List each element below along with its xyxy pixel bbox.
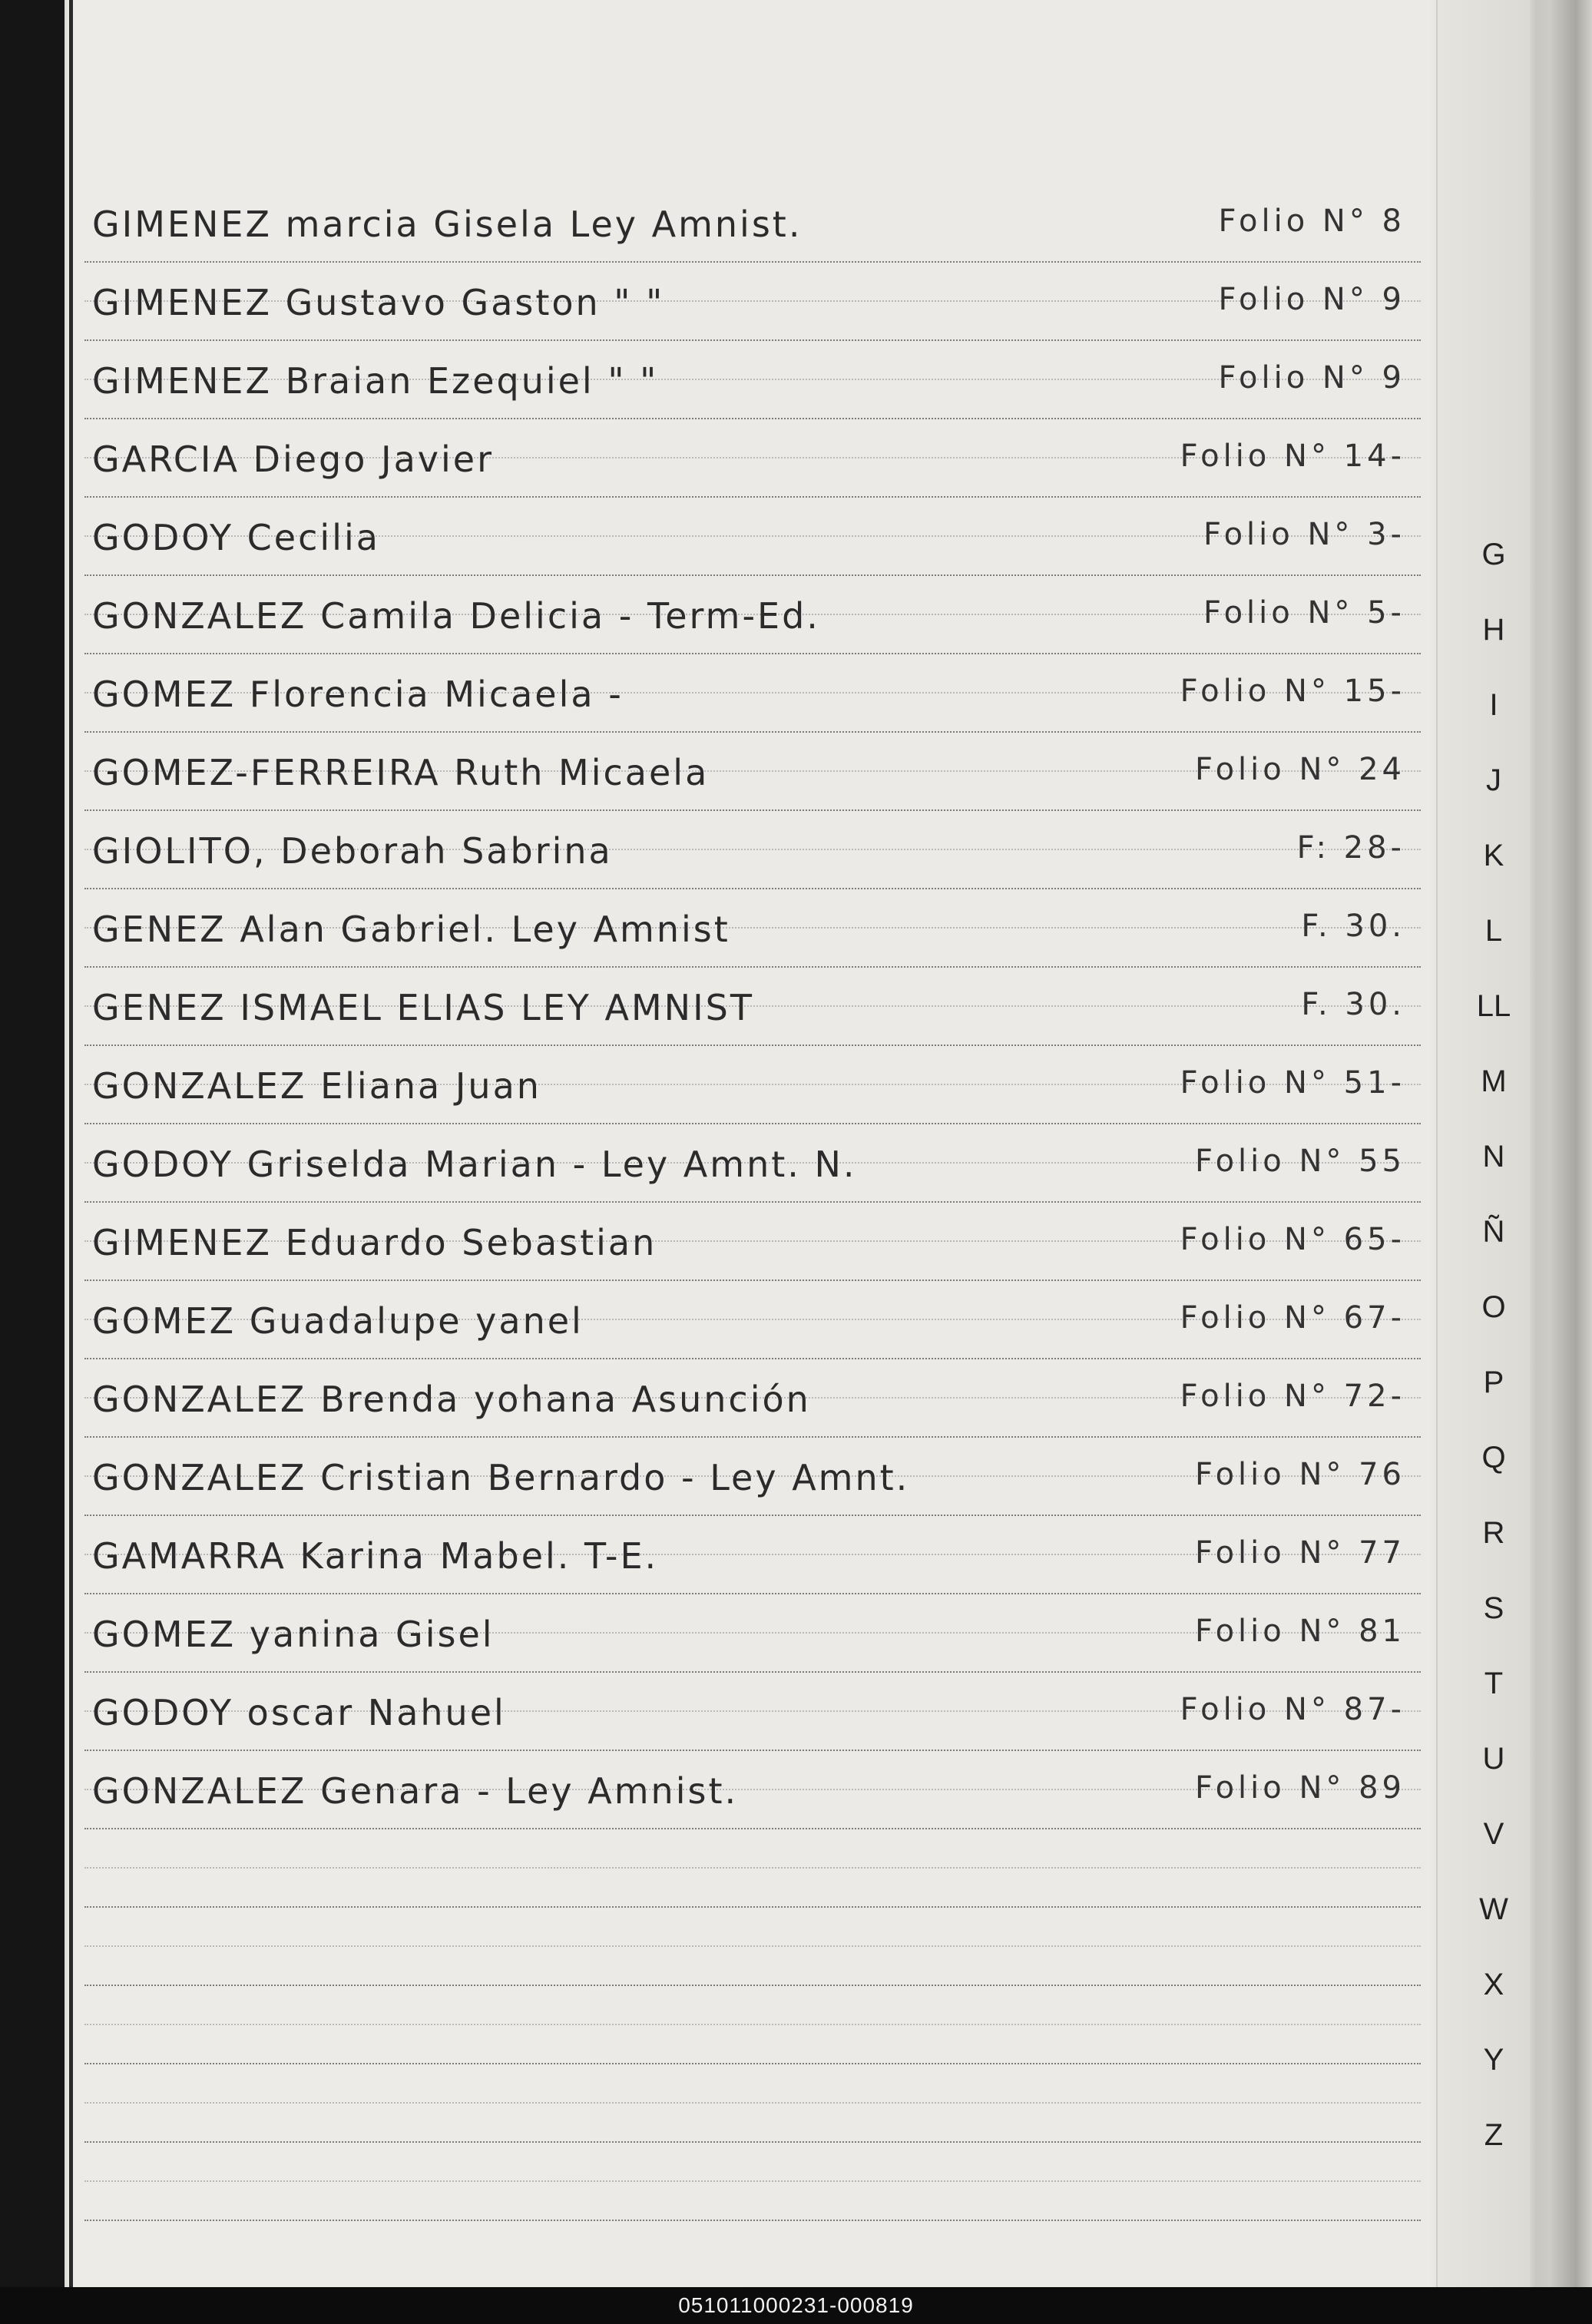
- ledger-entry: [92, 1684, 1413, 1746]
- ruled-line: [84, 261, 1421, 263]
- index-tab-n[interactable]: N: [1482, 1140, 1505, 1174]
- ledger-entry: [92, 823, 1413, 884]
- ruled-line: [84, 1280, 1421, 1281]
- index-tab-m[interactable]: M: [1481, 1064, 1507, 1098]
- ruled-line: [84, 1201, 1421, 1203]
- document-code: 051011000231-000819: [678, 2293, 914, 2317]
- index-tab-ll[interactable]: LL: [1476, 989, 1511, 1023]
- ledger-entry: [92, 1371, 1413, 1432]
- index-tab-ñ[interactable]: Ñ: [1482, 1215, 1505, 1249]
- entry-name: GENEZ Alan Gabriel. Ley Amnist: [92, 909, 730, 950]
- entry-folio: Folio N° 3-: [1203, 517, 1405, 552]
- ruled-line: [84, 2180, 1421, 2182]
- index-tab-r[interactable]: R: [1482, 1516, 1505, 1550]
- entry-folio: Folio N° 89: [1194, 1770, 1405, 1806]
- entry-folio: Folio N° 76: [1194, 1457, 1405, 1492]
- entry-folio: Folio N° 24: [1194, 752, 1405, 787]
- index-tab-q[interactable]: Q: [1481, 1441, 1506, 1475]
- entry-name: GOMEZ Guadalupe yanel: [92, 1300, 584, 1342]
- ruled-line: [84, 888, 1421, 889]
- ruled-line: [84, 1358, 1421, 1359]
- index-tab-k[interactable]: K: [1483, 839, 1504, 872]
- entry-name: GIMENEZ marcia Gisela Ley Amnist.: [92, 204, 803, 245]
- entry-folio: Folio N° 9: [1218, 282, 1405, 317]
- ruled-line: [84, 1515, 1421, 1516]
- entry-name: GONZALEZ Brenda yohana Asunción: [92, 1379, 811, 1420]
- ledger-entry: [92, 588, 1413, 649]
- entry-folio: F. 30.: [1301, 987, 1405, 1022]
- entry-folio: Folio N° 9: [1218, 360, 1405, 396]
- index-tab-j[interactable]: J: [1486, 763, 1501, 797]
- entry-name: GODOY oscar Nahuel: [92, 1692, 506, 1733]
- index-tab-g[interactable]: G: [1481, 538, 1506, 571]
- entry-folio: F: 28-: [1296, 830, 1405, 866]
- ruled-line: [84, 1867, 1421, 1869]
- ledger-entry: [92, 1058, 1413, 1119]
- ruled-line: [84, 1044, 1421, 1046]
- entry-folio: Folio N° 65-: [1180, 1222, 1405, 1257]
- entry-folio: Folio N° 72-: [1180, 1379, 1405, 1414]
- ledger-entry: [92, 274, 1413, 336]
- ruled-line: [84, 2220, 1421, 2221]
- ruled-line: [84, 418, 1421, 419]
- index-tab-o[interactable]: O: [1481, 1290, 1506, 1324]
- entry-folio: Folio N° 14-: [1180, 439, 1405, 474]
- ruled-line: [84, 339, 1421, 341]
- ledger-entry: [92, 196, 1413, 257]
- ledger-entry: [92, 1293, 1413, 1354]
- entry-name: GOMEZ yanina Gisel: [92, 1614, 495, 1655]
- ruled-line: [84, 2063, 1421, 2064]
- ledger-entry: [92, 431, 1413, 492]
- index-tab-z[interactable]: Z: [1484, 2118, 1504, 2152]
- entry-name: GARCIA Diego Javier: [92, 439, 494, 480]
- ledger-entry: [92, 1606, 1413, 1667]
- entry-folio: Folio N° 81: [1194, 1614, 1405, 1649]
- ledger-entry: [92, 1449, 1413, 1511]
- ledger-entry: [92, 979, 1413, 1041]
- ledger-entry: [92, 666, 1413, 727]
- ruled-line: [84, 2141, 1421, 2143]
- entry-name: GODOY Cecilia: [92, 517, 380, 558]
- margin-rule: [69, 0, 73, 2287]
- index-tab-l[interactable]: L: [1484, 914, 1503, 948]
- ruled-line: [84, 1593, 1421, 1594]
- ledger-entry: [92, 744, 1413, 806]
- ruled-line: [84, 1945, 1421, 1947]
- entry-name: GIMENEZ Braian Ezequiel " ": [92, 360, 659, 402]
- ruled-line: [84, 2102, 1421, 2104]
- ruled-line: [84, 1123, 1421, 1124]
- ledger-entry: [92, 509, 1413, 571]
- index-tab-p[interactable]: P: [1483, 1366, 1504, 1399]
- ledger-entry: [92, 1763, 1413, 1824]
- entry-name: GOMEZ Florencia Micaela -: [92, 674, 624, 715]
- entry-name: GODOY Griselda Marian - Ley Amnt. N.: [92, 1144, 857, 1185]
- ruled-line: [84, 809, 1421, 811]
- ruled-line: [84, 574, 1421, 576]
- entry-name: GONZALEZ Genara - Ley Amnist.: [92, 1770, 739, 1812]
- entry-folio: Folio N° 51-: [1180, 1065, 1405, 1101]
- ruled-line: [84, 1985, 1421, 1986]
- entry-name: GENEZ ISMAEL ELIAS LEY AMNIST: [92, 987, 754, 1028]
- ledger-entry: [92, 901, 1413, 962]
- index-tab-i[interactable]: I: [1489, 688, 1498, 722]
- entry-folio: Folio N° 15-: [1180, 674, 1405, 709]
- index-tab-x[interactable]: X: [1483, 1968, 1504, 2001]
- ruled-line: [84, 2024, 1421, 2025]
- entry-folio: Folio N° 67-: [1180, 1300, 1405, 1336]
- ledger-entry: [92, 1136, 1413, 1197]
- index-tab-u[interactable]: U: [1482, 1742, 1505, 1776]
- ruled-line: [84, 1750, 1421, 1751]
- entry-name: GAMARRA Karina Mabel. T-E.: [92, 1535, 659, 1577]
- ruled-line: [84, 653, 1421, 654]
- ledger-entry: [92, 353, 1413, 414]
- ruled-line: [84, 731, 1421, 733]
- ledger-entry: [92, 1528, 1413, 1589]
- ledger-entry: [92, 1214, 1413, 1276]
- entry-name: GIMENEZ Eduardo Sebastian: [92, 1222, 657, 1263]
- entry-name: GIMENEZ Gustavo Gaston " ": [92, 282, 665, 323]
- ruled-line: [84, 1436, 1421, 1438]
- entry-name: GIOLITO, Deborah Sabrina: [92, 830, 613, 872]
- ruled-line: [84, 1906, 1421, 1908]
- ruled-line: [84, 1828, 1421, 1829]
- index-tab-t[interactable]: T: [1484, 1667, 1504, 1700]
- entry-folio: Folio N° 8: [1218, 204, 1405, 239]
- index-tab-v[interactable]: V: [1483, 1817, 1504, 1851]
- ruled-line: [84, 1671, 1421, 1673]
- index-tab-s[interactable]: S: [1483, 1591, 1504, 1625]
- index-tab-y[interactable]: Y: [1483, 2043, 1504, 2077]
- entry-name: GONZALEZ Cristian Bernardo - Ley Amnt.: [92, 1457, 910, 1498]
- entry-folio: Folio N° 5-: [1203, 595, 1405, 631]
- entry-folio: Folio N° 87-: [1180, 1692, 1405, 1727]
- entry-name: GOMEZ-FERREIRA Ruth Micaela: [92, 752, 710, 793]
- entry-folio: Folio N° 55: [1194, 1144, 1405, 1179]
- ruled-line: [84, 966, 1421, 968]
- ruled-line: [84, 496, 1421, 498]
- entry-name: GONZALEZ Eliana Juan: [92, 1065, 541, 1107]
- index-tab-w[interactable]: W: [1479, 1892, 1508, 1926]
- document-code-footer: [0, 2287, 1592, 2324]
- entry-name: GONZALEZ Camila Delicia - Term-Ed.: [92, 595, 820, 637]
- page-edge: [1551, 0, 1592, 2287]
- entry-folio: Folio N° 77: [1194, 1535, 1405, 1571]
- index-tab-h[interactable]: H: [1482, 613, 1505, 647]
- entry-folio: F. 30.: [1301, 909, 1405, 944]
